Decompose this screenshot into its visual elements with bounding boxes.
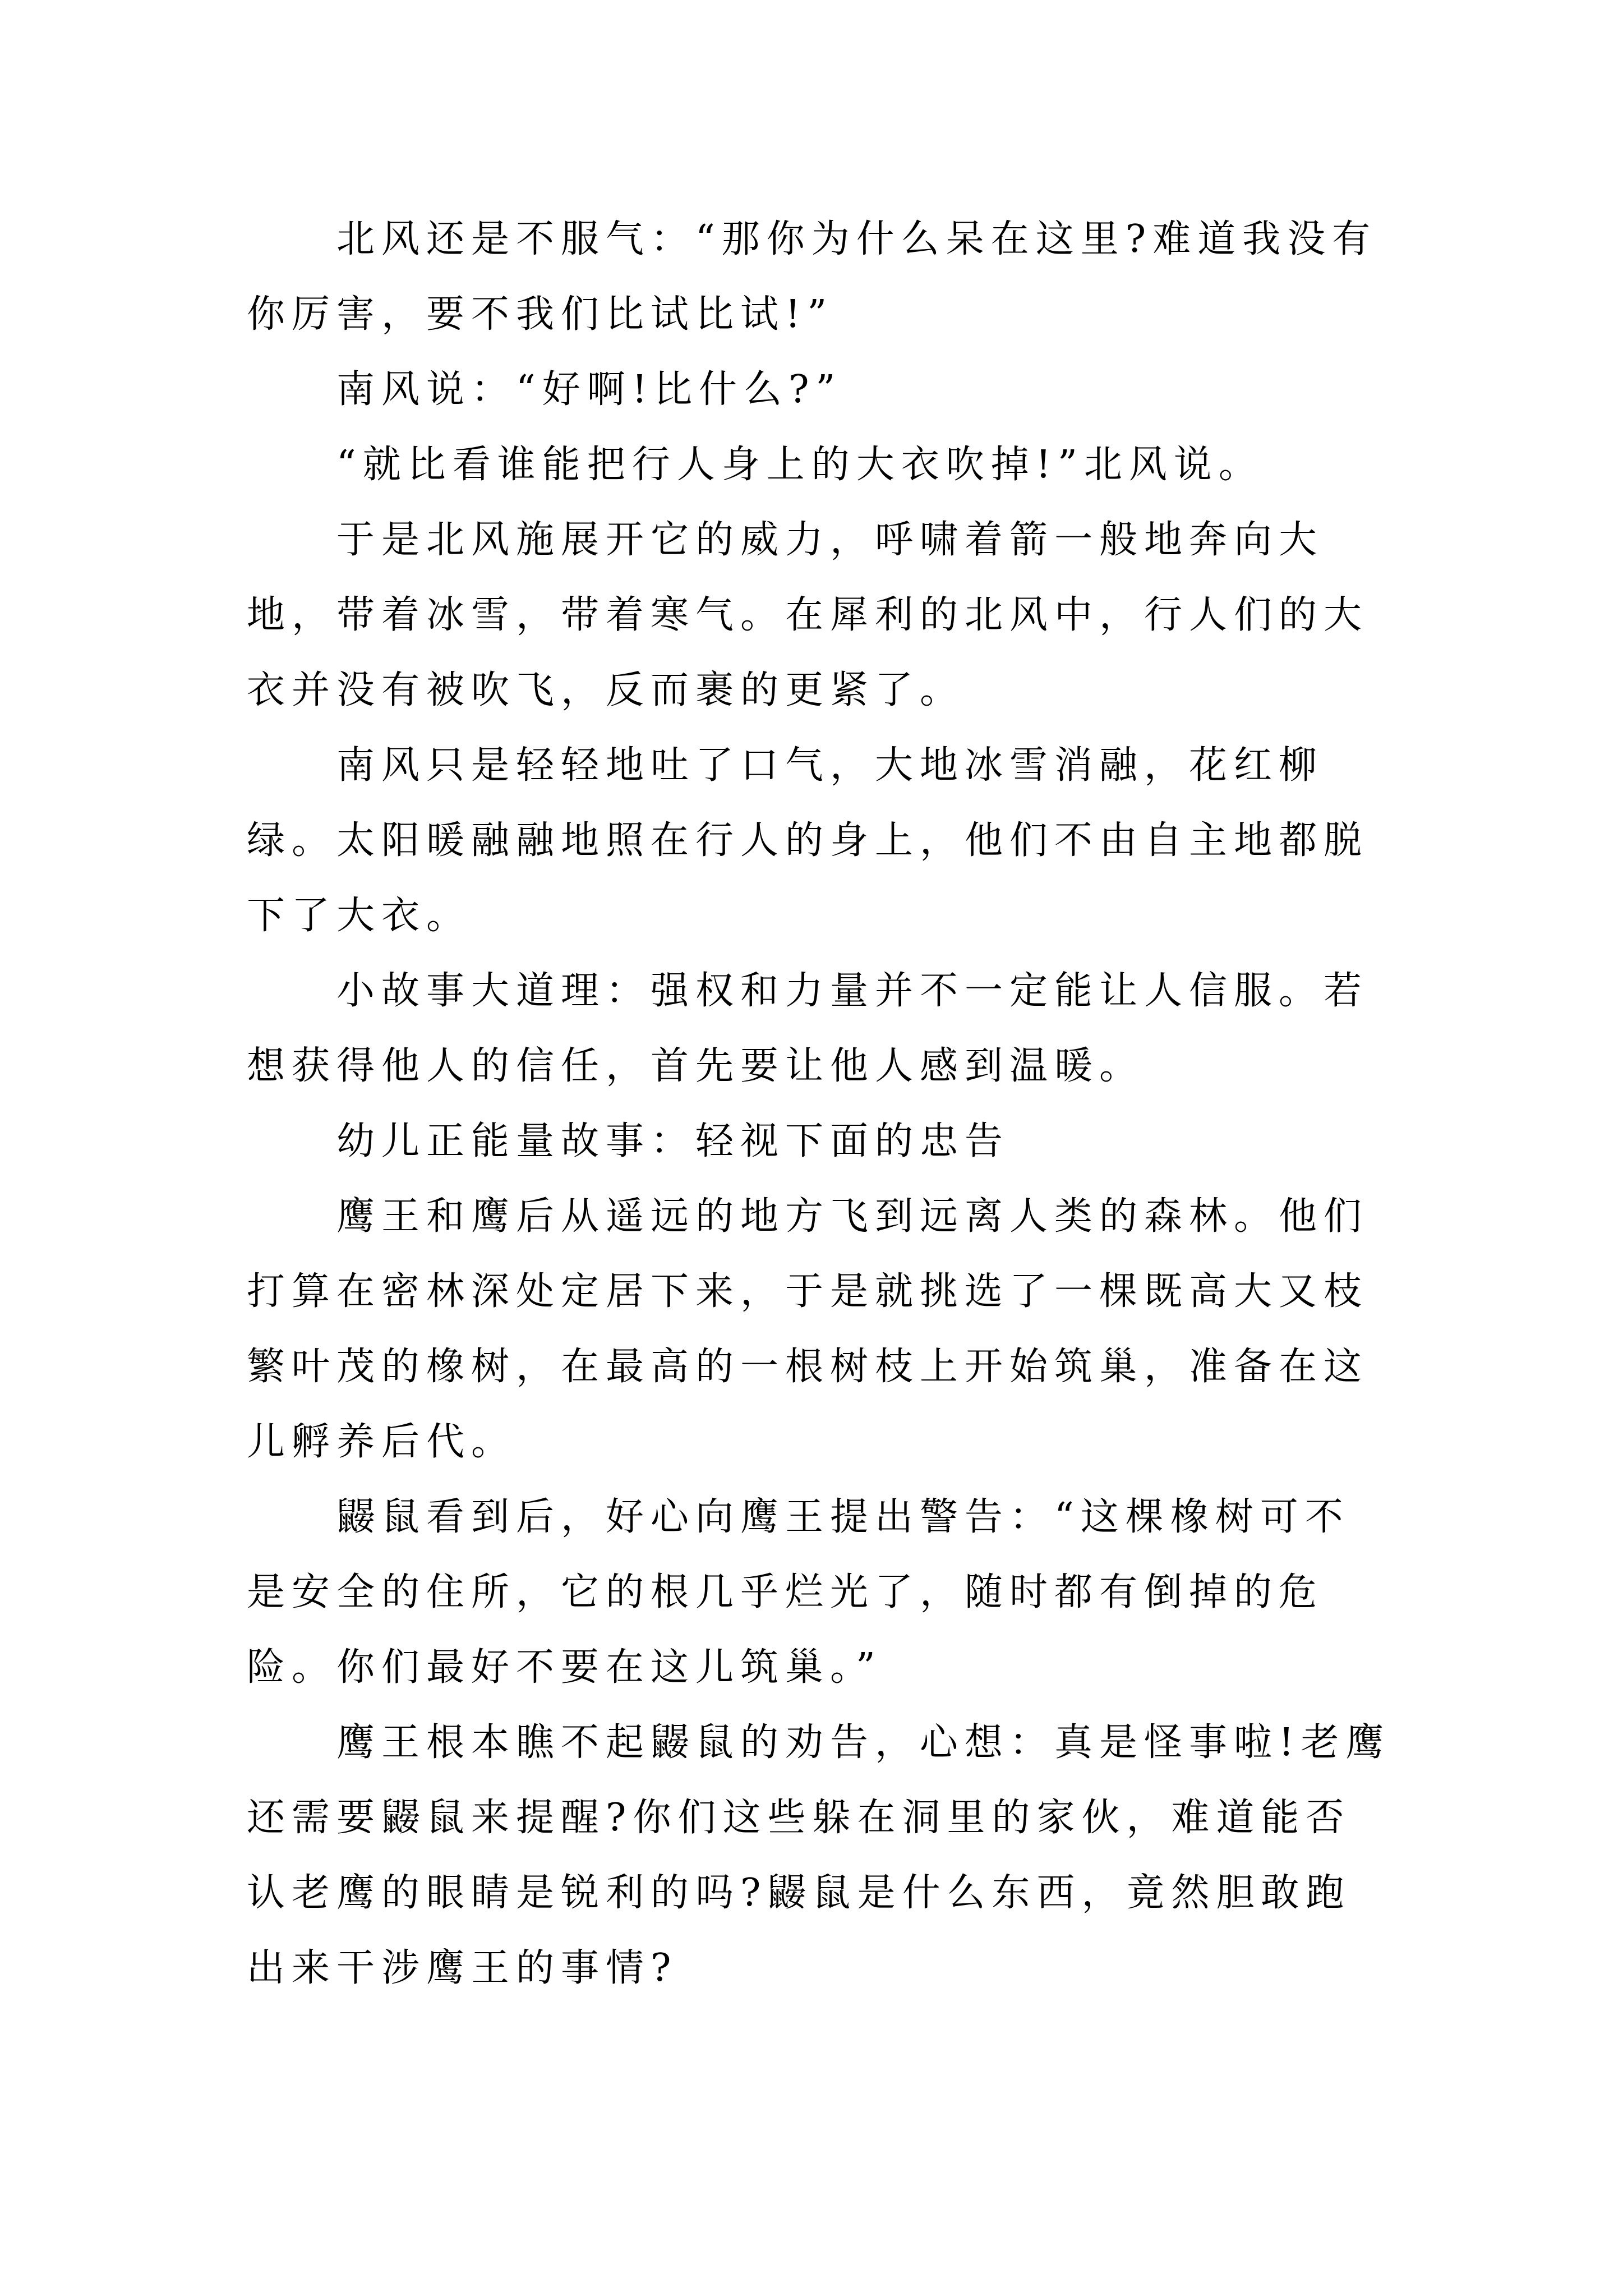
paragraph-eagle-dismissal: 鹰王根本瞧不起鼹鼠的劝告，心想：真是怪事啦!老鹰还需要鼹鼠来提醒?你们这些躲在洞里的家伙，难道能否认老鹰的眼睛是锐利的吗?鼹鼠是什么东西，竟然胆敢跑出来干涉鹰王的事情?: [247, 1720, 1391, 1990]
paragraph-south-wind-attempt: 南风只是轻轻地吐了口气，大地冰雪消融，花红柳绿。太阳暖融融地照在行人的身上，他们不由自主地都脱下了大衣。: [247, 743, 1369, 938]
story-heading: 幼儿正能量故事：轻视下面的忠告: [336, 1119, 1010, 1163]
paragraph-mole-warning: 鼹鼠看到后，好心向鹰王提出警告：“这棵橡树可不是安全的住所，它的根几乎烂光了，随时都有倒掉的危险。你们最好不要在这儿筑巢。”: [247, 1495, 1350, 1690]
paragraph-moral: 小故事大道理：强权和力量并不一定能让人信服。若想获得他人的信任，首先要让他人感到温暖。: [247, 969, 1369, 1088]
paragraph-contest-proposal: “就比看谁能把行人身上的大衣吹掉!”北风说。: [336, 443, 1264, 487]
paragraph-eagles-nest: 鹰王和鹰后从遥远的地方飞到远离人类的森林。他们打算在密林深处定居下来，于是就挑选了一棵既高大又枝繁叶茂的橡树，在最高的一根树枝上开始筑巢，准备在这儿孵养后代。: [247, 1194, 1369, 1464]
paragraph-north-wind-attempt: 于是北风施展开它的威力，呼啸着箭一般地奔向大地，带着冰雪，带着寒气。在犀利的北风中，行人们的大衣并没有被吹飞，反而裹的更紧了。: [247, 518, 1369, 712]
document-body: [247, 202, 1391, 2006]
paragraph-south-wind-reply: 南风说：“好啊!比什么?”: [336, 367, 842, 412]
paragraph-north-wind-challenge: 北风还是不服气：“那你为什么呆在这里?难道我没有你厉害，要不我们比试比试!”: [247, 217, 1377, 337]
